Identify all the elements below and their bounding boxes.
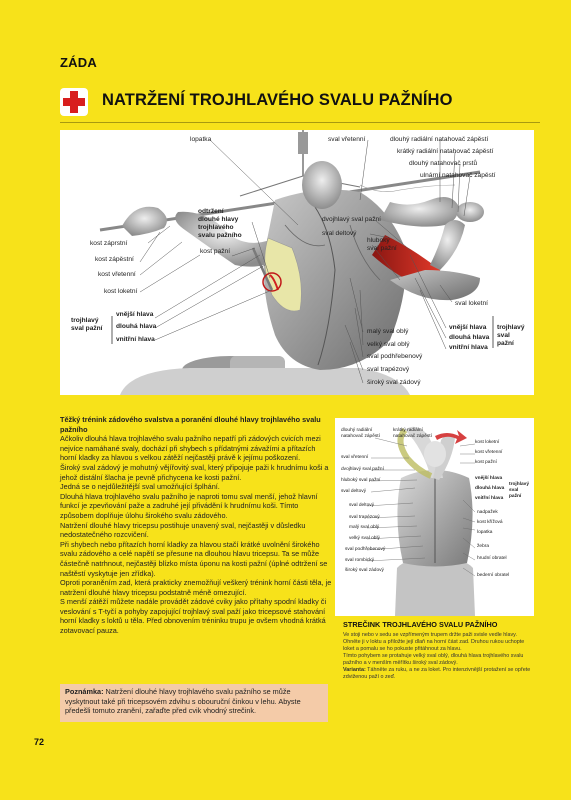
label-triceps-left: trojhlavý sval pažní xyxy=(71,317,103,332)
stretch-text-1: Ve stoji nebo v sedu se vzpřímeným trupem držte paži svisle vedle hlavy. Ohněte ji v loktu a přiložte její dlaň na horní část zad. Druhou rukou uchopte loket a pomalu se ho pokuste přitáhnout za hlavu. xyxy=(343,632,525,652)
stretch-description xyxy=(343,632,535,681)
note-box xyxy=(60,684,328,722)
label-velky-obly: velký sval oblý xyxy=(367,341,410,348)
paragraph-8: S menší zátěží můžete nadále provádět zádové cviky jako přítahy spodní kladky či veslování s T-tyčí a pohyby zapojující trojhlavý sval paží jako tricepsové stahování horní kladky s loktů u těla. Před obnovením tréninku trupu je ovšem vhodná krátká zotavovací pauza. xyxy=(60,597,327,636)
stretch-variant-text: Táhněte za ruku, a ne za loket. Pro intenzivnější protažení se opřete zdviženou paží o zeď. xyxy=(343,667,531,680)
section-header: ZÁDA xyxy=(60,55,97,70)
label-dlouha-hlava-right: dlouhá hlava xyxy=(449,334,490,341)
inset-label-siroky: široký sval zádový xyxy=(345,568,384,573)
anatomy-illustration xyxy=(60,130,534,395)
inset-label-dlouhy-radialni: dlouhý radiální natahovač zápěstí xyxy=(341,428,380,439)
paragraph-1: Ačkoliv dlouhá hlava trojhlavého svalu pažního nepatří při zádových cvicích mezi nejvíce namáhané svaly, dochází při shybech s přídatnými závažími a přítazích horní kladky za hlavou s velkou zátěží nejčastěji právě k jejímu poškození. xyxy=(60,434,321,463)
inset-label-dvojhlavy: dvojhlavý sval pažní xyxy=(341,467,384,472)
inset-label-kost-krizova: kost křížová xyxy=(477,520,503,525)
stretch-title: STREČINK TROJHLAVÉHO SVALU PAŽNÍHO xyxy=(343,620,498,629)
inset-label-kosoctverecny: sval rombický xyxy=(345,558,375,563)
inset-label-vnejsi: vnější hlava xyxy=(475,476,503,481)
inset-label-zebra: žebra xyxy=(477,544,489,549)
stretch-text-2: Tímto pohybem se protahuje velký sval oblý, dlouhá hlava trojhlavého svalu pažního a v menším měřítku široký sval zádový. xyxy=(343,653,524,666)
label-kost-pazni: kost pažní xyxy=(200,248,231,255)
first-aid-cross-icon xyxy=(60,88,88,116)
inset-label-lopatka: lopatka xyxy=(477,530,493,535)
label-kratky-radialni: krátký radiální natahovač zápěstí xyxy=(397,148,494,155)
inset-label-sval-vretenni: sval vřetenní xyxy=(341,455,369,460)
inset-label-hluboky: hluboký sval pažní xyxy=(341,478,381,483)
article-text xyxy=(60,415,332,636)
page-number: 72 xyxy=(34,737,45,747)
stretch-illustration xyxy=(335,418,534,616)
label-trapezovy: sval trapézový xyxy=(367,366,410,373)
label-kost-zapestni: kost zápěstní xyxy=(95,256,134,263)
inset-label-deltovy: sval deltový xyxy=(349,503,375,508)
label-maly-obly: malý sval oblý xyxy=(367,328,409,335)
label-podhrebenovy: sval podhřebenový xyxy=(367,353,423,360)
inset-label-maly-obly: malý sval oblý xyxy=(349,525,380,530)
paragraph-2: Široký sval zádový je mohutný vějířovitý sval, který připojuje paži k hrudnímu koši a jehož distální šlacha je pevně přichycena ke kosti pažní. xyxy=(60,462,329,482)
inset-label-kost-vretenni: kost vřetenní xyxy=(475,450,503,455)
label-ulnarni: ulnární natahovač zápěstí xyxy=(420,172,496,179)
label-lopatka: lopatka xyxy=(190,136,212,143)
inset-label-trapezovy: sval trapézový xyxy=(349,515,380,520)
label-dlouhy-radialni: dlouhý radiální natahovač zápěstí xyxy=(390,136,489,143)
label-odtrzeni: odtržení dlouhé hlavy trojhlavého svalu pažního xyxy=(198,208,242,239)
label-dvojhlavy: dvojhlavý sval pažní xyxy=(322,216,382,223)
inset-label-kost-pazni: kost pažní xyxy=(475,460,497,465)
note-text: Natržení dlouhé hlavy trojhlavého svalu pažního se může vyskytnout také při tricepsovém zdvihu s obouruční činkou v lehu. Abyste předešli tomuto zranění, zařaďte před cvik vhodný strečink. xyxy=(65,687,301,716)
paragraph-6: Při shybech nebo přítazích horní kladky za hlavou stačí krátké uvolnění širokého svalu zádového a celé napětí se přesune na dlouhou hlavu tricepsu. Ta se může částečně natrhnout, nejčastěji blízko místa úponu na kosti pažní (úplné odtržení se naštěstí vyskytuje jen zřídka). xyxy=(60,539,328,578)
label-vnejsi-hlava-right: vnější hlava xyxy=(449,324,487,331)
label-dlouhy-natahovac-prstu: dlouhý natahovač prstů xyxy=(409,160,478,167)
inset-label-kost-loketni: kost loketní xyxy=(475,440,500,445)
inset-label-velky-obly: velký sval oblý xyxy=(349,536,380,541)
label-vnitrni-hlava-right: vnitřní hlava xyxy=(449,344,488,351)
stretch-variant xyxy=(343,667,535,681)
article-heading: Těžký trénink zádového svalstva a poranění dlouhé hlavy trojhlavého svalu pažního xyxy=(60,415,321,434)
note-label: Poznámka: xyxy=(65,687,104,696)
inset-label-dlouha: dlouhá hlava xyxy=(475,486,505,491)
inset-label-podhrebenovy: sval podhřebenový xyxy=(345,547,386,552)
label-kost-zaprstni: kost záprstní xyxy=(90,240,128,247)
inset-label-hrudni: hrudní obratel xyxy=(477,556,507,561)
label-sval-vretenni: sval vřetenní xyxy=(328,136,366,143)
label-kost-loketni: kost loketní xyxy=(104,288,138,295)
label-sval-loketni: sval loketní xyxy=(455,300,488,307)
paragraph-5: Natržení dlouhé hlavy tricepsu postihuje unavený sval, nejčastěji v důsledku nedostatečného rozcvičení. xyxy=(60,520,306,540)
inset-label-nadpazek: nadpažek xyxy=(477,510,498,515)
label-sval-deltovy: sval deltový xyxy=(322,230,357,237)
page-title: NATRŽENÍ TROJHLAVÉHO SVALU PAŽNÍHO xyxy=(102,91,453,109)
label-siroky: široký sval zádový xyxy=(367,379,421,386)
paragraph-4: Dlouhá hlava trojhlavého svalu pažního je naproti tomu sval menší, jehož hlavní funkcí je zpevňování paže a zadruhé její přivádění k hrudnímu koši. Tímto způsobem doplňuje úlohu širokého svalu zádového. xyxy=(60,491,318,520)
label-kost-vretenni: kost vřetenní xyxy=(98,271,136,278)
label-vnitrni-hlava-left: vnitřní hlava xyxy=(116,336,155,343)
inset-label-kratky-radialni: krátký radiální natahovač zápěstí xyxy=(393,428,432,439)
inset-label-vnitrni: vnitřní hlava xyxy=(475,496,504,501)
inset-label-triceps: trojhlavý sval pažní xyxy=(509,482,529,499)
title-divider xyxy=(60,122,540,123)
inset-label-bederni: bederní obratel xyxy=(477,573,510,578)
label-vnejsi-hlava-left: vnější hlava xyxy=(116,311,154,318)
paragraph-3: Jedná se o nejdůležitější sval umožňující šplhání. xyxy=(60,482,220,492)
label-dlouha-hlava-left: dlouhá hlava xyxy=(116,323,157,330)
inset-label-deltovy-upper: sval deltový xyxy=(341,489,367,494)
stretch-variant-label: Varianta: xyxy=(343,667,366,673)
paragraph-7: Oproti poraněním zad, která prakticky znemožňují veškerý trénink horní části těla, je natržení dlouhé hlavy tricepsu podstatně méně omezující. xyxy=(60,578,332,597)
label-triceps-right: trojhlavý sval pažní xyxy=(497,324,525,347)
label-hluboky: hluboký sval pažní xyxy=(367,237,397,252)
